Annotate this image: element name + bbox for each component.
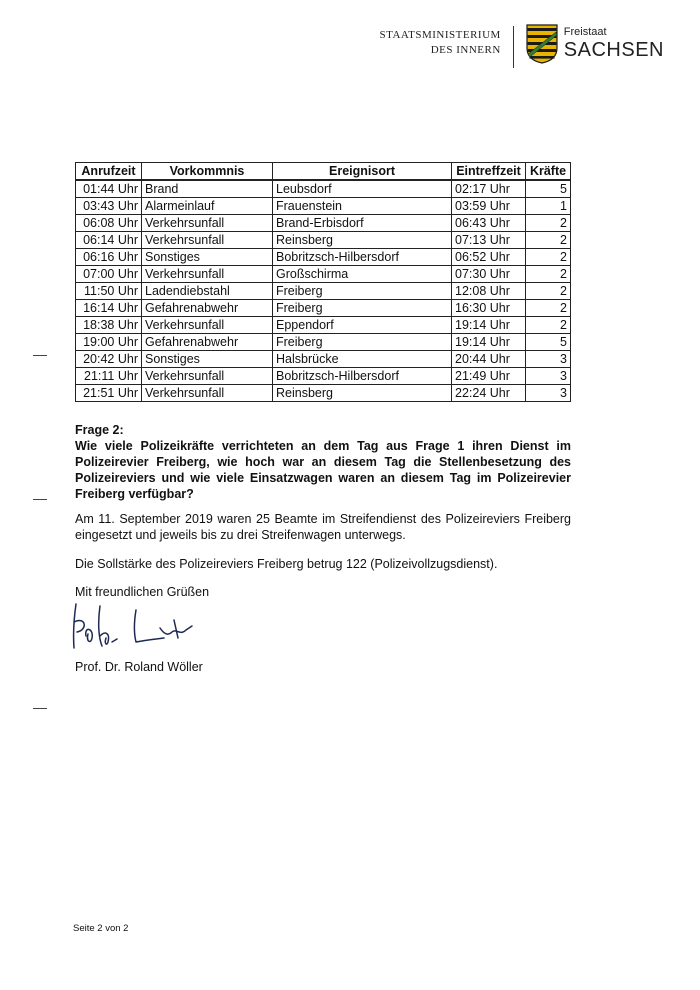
location-cell: Großschirma	[273, 266, 452, 283]
call-time-cell: 03:43 Uhr	[76, 198, 142, 215]
incident-cell: Verkehrsunfall	[142, 266, 273, 283]
state-name-small: Freistaat	[563, 26, 607, 38]
location-cell: Halsbrücke	[273, 351, 452, 368]
forces-cell: 2	[526, 249, 571, 266]
table-row	[76, 317, 571, 334]
location-cell: Freiberg	[273, 334, 452, 351]
incident-cell: Sonstiges	[142, 249, 273, 266]
forces-cell: 2	[526, 266, 571, 283]
staffing-text: Die Sollstärke des Polizeireviers Freiberg betrug 122 (Polizeivollzugsdienst).	[75, 557, 498, 571]
forces-cell: 1	[526, 198, 571, 215]
table-row	[76, 283, 571, 300]
location-cell: Reinsberg	[273, 385, 452, 402]
incident-cell: Verkehrsunfall	[142, 215, 273, 232]
ministry-line-1: STAATSMINISTERIUM	[379, 29, 501, 41]
location-cell: Freiberg	[273, 300, 452, 317]
forces-cell: 3	[526, 351, 571, 368]
arrival-time-cell: 07:30 Uhr	[452, 266, 526, 283]
forces-cell: 2	[526, 283, 571, 300]
location-cell: Eppendorf	[273, 317, 452, 334]
call-time-cell: 20:42 Uhr	[76, 351, 142, 368]
call-time-cell: 21:51 Uhr	[76, 385, 142, 402]
header-divider	[513, 26, 514, 68]
arrival-time-cell: 16:30 Uhr	[452, 300, 526, 317]
call-time-cell: 06:16 Uhr	[76, 249, 142, 266]
incident-cell: Alarmeinlauf	[142, 198, 273, 215]
table-row	[76, 249, 571, 266]
arrival-time-cell: 02:17 Uhr	[452, 180, 526, 198]
arrival-time-cell: 06:52 Uhr	[452, 249, 526, 266]
state-name-big: SACHSEN	[563, 39, 664, 61]
location-cell: Brand-Erbisdorf	[273, 215, 452, 232]
arrival-time-cell: 20:44 Uhr	[452, 351, 526, 368]
column-header-forces: Kräfte	[526, 163, 571, 181]
call-time-cell: 11:50 Uhr	[76, 283, 142, 300]
table-row	[76, 351, 571, 368]
location-cell: Leubsdorf	[273, 180, 452, 198]
call-time-cell: 21:11 Uhr	[76, 368, 142, 385]
call-time-cell: 19:00 Uhr	[76, 334, 142, 351]
letterhead	[380, 24, 665, 68]
forces-cell: 2	[526, 215, 571, 232]
arrival-time-cell: 03:59 Uhr	[452, 198, 526, 215]
location-cell: Reinsberg	[273, 232, 452, 249]
incident-cell: Sonstiges	[142, 351, 273, 368]
table-row	[76, 385, 571, 402]
forces-cell: 3	[526, 368, 571, 385]
arrival-time-cell: 19:14 Uhr	[452, 317, 526, 334]
call-time-cell: 18:38 Uhr	[76, 317, 142, 334]
incident-cell: Gefahrenabwehr	[142, 300, 273, 317]
table-header-row	[76, 163, 571, 181]
incident-cell: Verkehrsunfall	[142, 385, 273, 402]
column-header-arrival-time: Eintreffzeit	[452, 163, 526, 181]
incident-cell: Gefahrenabwehr	[142, 334, 273, 351]
table-row	[76, 232, 571, 249]
answer-text: Am 11. September 2019 waren 25 Beamte im Streifendienst des Polizeireviers Freiberg eingesetzt und jeweils bis zu drei Streifenwagen unterwegs.	[75, 512, 571, 542]
saxony-crest-icon	[526, 24, 558, 64]
table-row	[76, 334, 571, 351]
ministry-name	[380, 28, 501, 58]
incident-cell: Ladendiebstahl	[142, 283, 273, 300]
column-header-incident: Vorkommnis	[142, 163, 273, 181]
location-cell: Bobritzsch-Hilbersdorf	[273, 368, 452, 385]
margin-mark	[33, 499, 47, 500]
arrival-time-cell: 12:08 Uhr	[452, 283, 526, 300]
ministry-line-2: DES INNERN	[430, 44, 501, 56]
state-name	[564, 24, 664, 61]
question-label: Frage 2:	[75, 423, 124, 437]
forces-cell: 5	[526, 180, 571, 198]
arrival-time-cell: 22:24 Uhr	[452, 385, 526, 402]
location-cell: Freiberg	[273, 283, 452, 300]
incident-cell: Verkehrsunfall	[142, 317, 273, 334]
table-row	[76, 180, 571, 198]
column-header-location: Ereignisort	[273, 163, 452, 181]
arrival-time-cell: 06:43 Uhr	[452, 215, 526, 232]
table-row	[76, 198, 571, 215]
call-time-cell: 06:08 Uhr	[76, 215, 142, 232]
margin-mark	[33, 708, 47, 709]
location-cell: Bobritzsch-Hilbersdorf	[273, 249, 452, 266]
incident-table	[75, 162, 571, 402]
call-time-cell: 06:14 Uhr	[76, 232, 142, 249]
table-row	[76, 368, 571, 385]
handwritten-signature	[64, 596, 214, 658]
question-text: Wie viele Polizeikräfte verrichteten an dem Tag aus Frage 1 ihren Dienst im Polizeirevier Freiberg, wie hoch war an diesem Tag die Stellenbesetzung des Polizeireviers und wie viele Einsatzwagen waren an diesem Tag im Polizeirevier Freiberg verfügbar?	[75, 439, 571, 501]
forces-cell: 2	[526, 317, 571, 334]
forces-cell: 5	[526, 334, 571, 351]
table-body	[76, 180, 571, 402]
margin-mark	[33, 355, 47, 356]
call-time-cell: 07:00 Uhr	[76, 266, 142, 283]
call-time-cell: 01:44 Uhr	[76, 180, 142, 198]
call-time-cell: 16:14 Uhr	[76, 300, 142, 317]
forces-cell: 3	[526, 385, 571, 402]
table-row	[76, 300, 571, 317]
arrival-time-cell: 07:13 Uhr	[452, 232, 526, 249]
forces-cell: 2	[526, 232, 571, 249]
arrival-time-cell: 21:49 Uhr	[452, 368, 526, 385]
incident-cell: Verkehrsunfall	[142, 232, 273, 249]
table-row	[76, 266, 571, 283]
table-row	[76, 215, 571, 232]
column-header-call-time: Anrufzeit	[76, 163, 142, 181]
arrival-time-cell: 19:14 Uhr	[452, 334, 526, 351]
forces-cell: 2	[526, 300, 571, 317]
signer-name: Prof. Dr. Roland Wöller	[75, 660, 203, 674]
incident-cell: Brand	[142, 180, 273, 198]
closing-greeting: Mit freundlichen Grüßen	[75, 585, 210, 599]
page-number: Seite 2 von 2	[73, 923, 129, 934]
location-cell: Frauenstein	[273, 198, 452, 215]
incident-cell: Verkehrsunfall	[142, 368, 273, 385]
